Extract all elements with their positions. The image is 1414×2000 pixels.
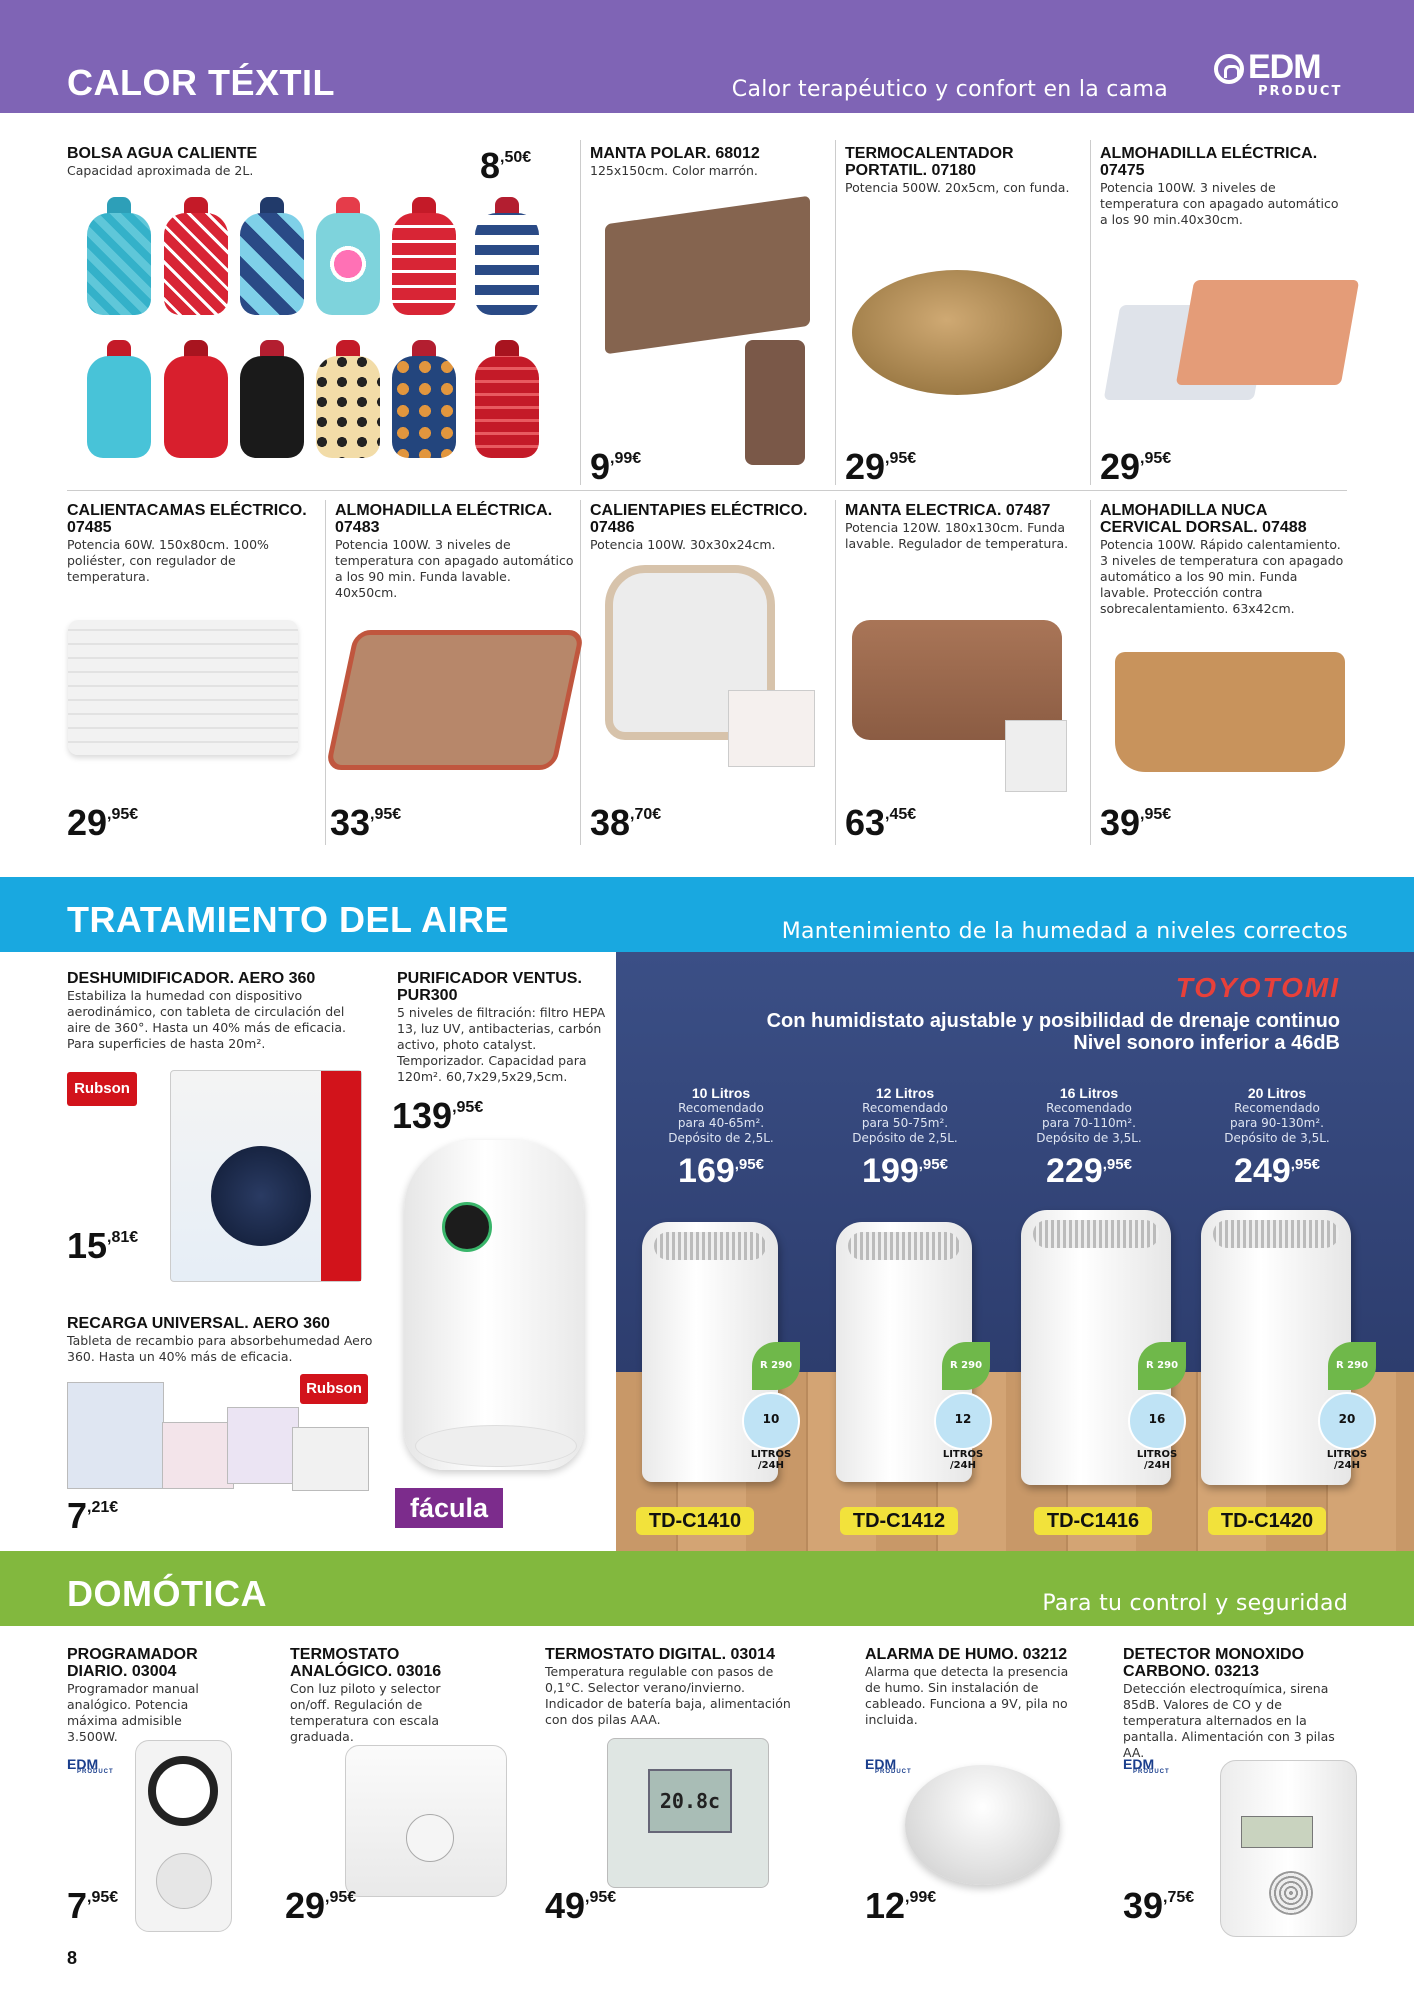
product-desc: 125x150cm. Color marrón. [590,163,758,178]
digital-thermostat-image [607,1738,769,1888]
neck-pad-image [1115,652,1345,772]
liters-badge-icon: 12 [934,1392,992,1450]
product-price: $49^{,95€}$ [545,1885,617,1926]
refill-packs-image [67,1382,367,1492]
product-desc: 5 niveles de filtración: filtro HEPA 13, luz UV, antibacterias, carbón activo, photo catalyst. Temporizador. Capacidad para 120m². 60,7x29,5x29,5cm. [397,1005,606,1084]
product-programador[interactable] [67,1646,227,1745]
product-price: $12^{,99€}$ [865,1885,937,1926]
bed-warmer-image [68,620,298,755]
divider [325,500,326,845]
edm-logo [1214,48,1344,103]
eco-leaf-icon: R 290 [1328,1342,1376,1390]
product-price: $38^{,70€}$ [590,802,662,843]
section-title: DOMÓTICA [67,1573,267,1614]
heating-pad-image [325,630,585,770]
edm-mini-logo: EDM PRODUCT [865,1756,912,1775]
product-desc: Estabiliza la humedad con dispositivo aerodinámico, con tableta de circulación del aire de 360°. Hasta un 40% más de eficacia. Para superficies de hasta 20m². [67,988,346,1051]
product-calientapies[interactable] [590,502,830,553]
product-almohadilla-nuca[interactable] [1100,502,1350,617]
analog-thermostat-image [345,1745,507,1897]
product-price: $8^{,50€}$ [480,145,532,186]
edm-mini-logo: EDM PRODUCT [1123,1756,1170,1775]
product-price: $29^{,95€}$ [845,446,917,487]
bottle [475,197,539,315]
product-title: MANTA POLAR. 68012 [590,145,760,162]
product-price: $249^{,95€}$ [1234,1152,1320,1190]
eco-leaf-icon: R 290 [942,1342,990,1390]
recommended: Recomendado [862,1101,948,1115]
product-alarma-humo[interactable] [865,1646,1070,1728]
heating-pad-cover-image [1176,280,1360,385]
foot-warmer-box-image [728,690,815,767]
section-tagline: Para tu control y seguridad [1042,1591,1348,1616]
heater-disc-image [852,270,1062,395]
product-title: BOLSA AGUA CALIENTE [67,145,258,162]
recommended: Recomendado [1234,1101,1320,1115]
product-title: PURIFICADOR VENTUS. PUR300 [397,970,582,1004]
capacity: 16 Litros [1059,1085,1119,1101]
bottle [164,340,228,458]
bottle [87,197,151,315]
product-desc: Tableta de recambio para absorbehumedad Aero 360. Hasta un 40% más de eficacia. [67,1333,373,1364]
liters-badge-icon: 16 [1128,1392,1186,1450]
purifier-image [404,1140,584,1470]
product-recarga[interactable] [67,1315,382,1365]
facula-logo: fácula [395,1488,503,1528]
edm-logo-icon [1214,54,1244,84]
toyotomi-panel [616,952,1414,1551]
thermostat-display: 20.8c [648,1769,732,1833]
product-almohadilla-07475[interactable] [1100,145,1350,228]
tank: Depósito de 2,5L. [668,1131,774,1145]
product-title: MANTA ELECTRICA. 07487 [845,502,1051,519]
product-price: $15^{,81€}$ [67,1225,139,1266]
model-code: TD-C1410 [636,1507,754,1535]
liters-badge-icon: 10 [742,1392,800,1450]
product-title: ALMOHADILLA ELÉCTRICA. 07475 [1100,145,1318,179]
product-deshumidificador[interactable] [67,970,367,1052]
bottle [87,340,151,458]
bottle [316,197,380,315]
product-manta-polar[interactable] [590,145,820,179]
rubson-logo: Rubson [300,1374,368,1404]
divider [67,490,1347,491]
product-price: $39^{,95€}$ [1100,802,1172,843]
product-termostato-digital[interactable] [545,1646,800,1728]
edm-logo-word: EDM [1248,48,1321,86]
product-desc: Con luz piloto y selector on/off. Regulación de temperatura con escala graduada. [290,1681,441,1744]
dehumidifier-info[interactable] [1202,1085,1352,1191]
page-number: 8 [67,1948,78,1968]
headline-line: Con humidistato ajustable y posibilidad de drenaje continuo [766,1010,1340,1032]
product-title: TERMOSTATO ANALÓGICO. 03016 [290,1646,442,1680]
brown-blanket-image [605,196,810,355]
section-tagline: Calor terapéutico y confort en la cama [731,77,1168,102]
bottle [392,197,456,315]
recommended: Recomendado [1046,1101,1132,1115]
product-desc: Potencia 60W. 150x80cm. 100% poliéster, con regulador de temperatura. [67,537,269,584]
co-detector-image [1220,1760,1357,1937]
product-detector-co[interactable] [1123,1646,1358,1761]
bottle [164,197,228,315]
product-title: DESHUMIDIFICADOR. AERO 360 [67,970,316,987]
section-title: CALOR TÉXTIL [67,62,335,103]
model-code: TD-C1416 [1034,1507,1152,1535]
liters-unit: LITROS /24H [1136,1449,1178,1471]
divider [1090,500,1091,845]
dehumidifier-info[interactable] [1014,1085,1164,1191]
product-price: $33^{,95€}$ [330,802,402,843]
capacity: 20 Litros [1247,1085,1307,1101]
product-desc: Potencia 100W. 30x30x24cm. [590,537,776,552]
product-desc: Programador manual analógico. Potencia máxima admisible 3.500W. [67,1681,199,1744]
timer-plug-image [135,1740,232,1932]
product-desc: Capacidad aproximada de 2L. [67,163,254,178]
product-title: DETECTOR MONOXIDO CARBONO. 03213 [1123,1646,1305,1680]
divider [835,140,836,485]
toyotomi-headline [767,1010,1340,1054]
toyotomi-logo: TOYOTOMI [1175,972,1340,1003]
dehumidifier-info[interactable] [830,1085,980,1191]
product-price: $63^{,45€}$ [845,802,917,843]
bottle [475,340,539,458]
purifier-base-image [415,1425,577,1467]
product-price: $29^{,95€}$ [1100,446,1172,487]
product-price: $169^{,95€}$ [678,1152,764,1190]
section-title: TRATAMIENTO DEL AIRE [67,899,509,940]
product-price: $29^{,95€}$ [285,1885,357,1926]
tank: Depósito de 3,5L. [1224,1131,1330,1145]
bottle [392,340,456,458]
bottle [240,197,304,315]
edm-mini-logo: EDM PRODUCT [67,1756,114,1775]
section-header-calor [0,0,1414,113]
product-title: ALMOHADILLA ELÉCTRICA. 07483 [335,502,553,536]
divider [835,500,836,845]
blanket-roll-image [745,340,805,465]
product-title: TERMOCALENTADOR PORTATIL. 07180 [845,145,1014,179]
product-desc: Potencia 100W. Rápido calentamiento. 3 niveles de temperatura con apagado automático a los 90 min. Funda lavable. Protección contra sobrecalentamiento. 63x42cm. [1100,537,1344,616]
eco-leaf-icon: R 290 [752,1342,800,1390]
product-title: RECARGA UNIVERSAL. AERO 360 [67,1315,330,1332]
edm-logo-sub: PRODUCT [1258,84,1343,99]
product-desc: Potencia 500W. 20x5cm, con funda. [845,180,1070,195]
recommended-area: para 50-75m². [861,1116,949,1130]
product-price: $139^{,95€}$ [392,1095,484,1136]
liters-unit: LITROS /24H [942,1449,984,1471]
liters-unit: LITROS /24H [750,1449,792,1471]
product-bolsa-agua[interactable] [67,145,367,179]
product-desc: Potencia 100W. 3 niveles de temperatura con apagado automático a los 90 min. Funda lavable. 40x50cm. [335,537,574,600]
product-price: $7^{,95€}$ [67,1885,119,1926]
product-desc: Alarma que detecta la presencia de humo. Sin instalación de cableado. Funciona a 9V, pila no incluida. [865,1664,1069,1727]
product-desc: Temperatura regulable con pasos de 0,1°C. Selector verano/invierno. Indicador de batería baja, alimentación con dos pilas AAA. [545,1664,791,1727]
section-header-domotica [0,1551,1414,1626]
section-tagline: Mantenimiento de la humedad a niveles correctos [781,919,1348,944]
product-price: $39^{,75€}$ [1123,1885,1195,1926]
product-desc: Detección electroquímica, sirena 85dB. Valores de CO y de temperatura alternados en la pantalla. Alimentación con 3 pilas AA. [1123,1681,1335,1760]
product-price: $9^{,99€}$ [590,446,642,487]
product-title: TERMOSTATO DIGITAL. 03014 [545,1646,775,1663]
headline-line: Nivel sonoro inferior a 46dB [1073,1032,1340,1054]
product-price: $7^{,21€}$ [67,1495,119,1536]
divider [580,140,581,485]
product-price: $29^{,95€}$ [67,802,139,843]
product-title: CALIENTACAMAS ELÉCTRICO. 07485 [67,502,307,536]
aero360-box-image [170,1070,362,1282]
recommended-area: para 40-65m². [677,1116,765,1130]
recommended-area: para 90-130m². [1230,1116,1324,1130]
product-desc: Potencia 100W. 3 niveles de temperatura con apagado automático a los 90 min.40x30cm. [1100,180,1339,227]
product-calientacamas[interactable] [67,502,315,585]
product-price: $199^{,95€}$ [862,1152,948,1190]
product-almohadilla-07483[interactable] [335,502,575,601]
rubson-logo: Rubson [67,1072,137,1106]
tank: Depósito de 3,5L. [1036,1131,1142,1145]
product-termocalentador[interactable] [845,145,1080,196]
model-code: TD-C1412 [840,1507,958,1535]
product-title: PROGRAMADOR DIARIO. 03004 [67,1646,198,1680]
liters-unit: LITROS /24H [1326,1449,1368,1471]
product-price: $229^{,95€}$ [1046,1152,1132,1190]
product-desc: Potencia 120W. 180x130cm. Funda lavable. Regulador de temperatura. [845,520,1069,551]
liters-badge-icon: 20 [1318,1392,1376,1450]
product-title: CALIENTAPIES ELÉCTRICO. 07486 [590,502,808,536]
product-termostato-analogico[interactable] [290,1646,480,1745]
eco-leaf-icon: R 290 [1138,1342,1186,1390]
divider [580,500,581,845]
bottle [240,340,304,458]
electric-blanket-box-image [1005,720,1067,792]
product-purificador[interactable] [397,970,612,1085]
dehumidifier-info[interactable] [646,1085,796,1191]
product-title: ALMOHADILLA NUCA CERVICAL DORSAL. 07488 [1100,502,1307,536]
smoke-alarm-image [905,1765,1060,1885]
capacity: 10 Litros [691,1085,751,1101]
divider [1090,140,1091,485]
product-title: ALARMA DE HUMO. 03212 [865,1646,1068,1663]
product-manta-electrica[interactable] [845,502,1085,552]
tank: Depósito de 2,5L. [852,1131,958,1145]
capacity: 12 Litros [875,1085,935,1101]
model-code: TD-C1420 [1208,1507,1326,1535]
bottle [316,340,380,458]
recommended: Recomendado [678,1101,764,1115]
section-header-aire [0,877,1414,952]
recommended-area: para 70-110m². [1042,1116,1136,1130]
